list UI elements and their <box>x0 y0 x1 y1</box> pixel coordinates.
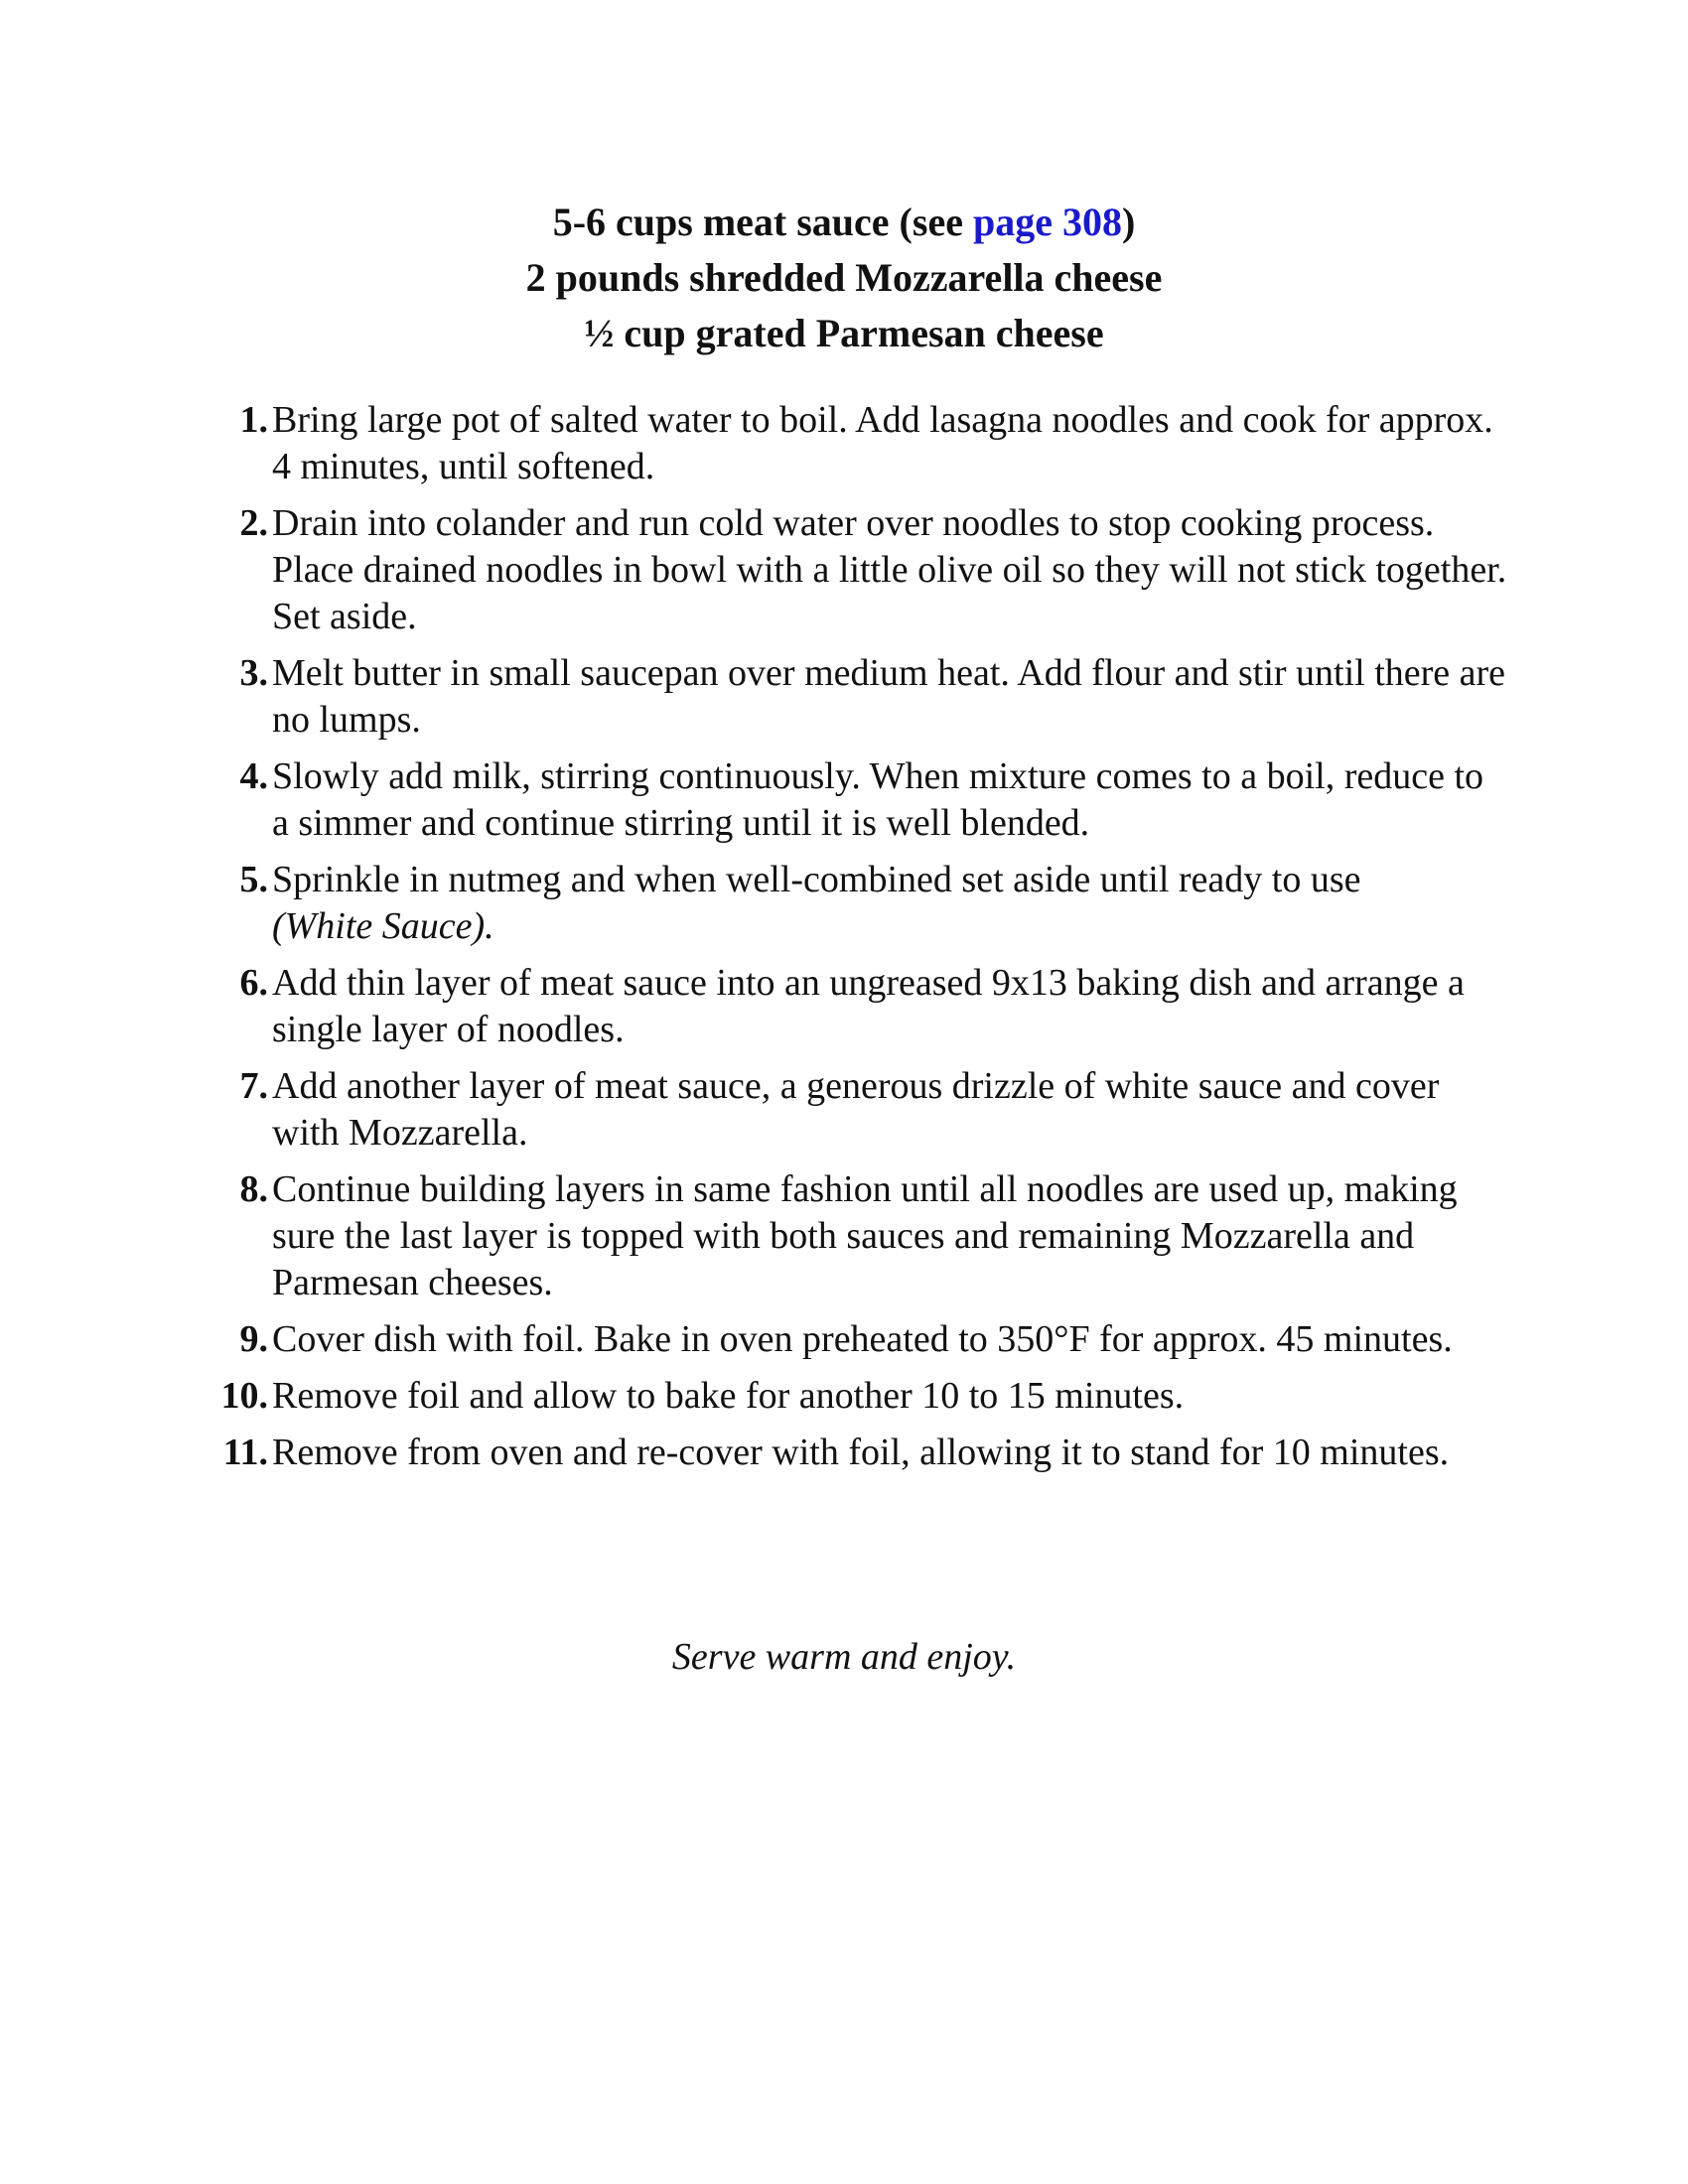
step-number: 11. <box>222 1432 268 1473</box>
step-3 <box>199 650 1509 744</box>
step-text: Remove from oven and re-cover with foil, allowing it to stand for 10 minutes. <box>272 1432 1450 1473</box>
closing-line: Serve warm and enjoy. <box>671 1636 1017 1678</box>
step-5 <box>199 857 1509 950</box>
ingredient-mozzarella: 2 pounds shredded Mozzarella cheese <box>525 255 1163 300</box>
ingredients-list <box>0 195 1688 361</box>
step-2 <box>199 500 1509 640</box>
step-text: Continue building layers in same fashion until all noodles are used up, making sure the last layer is topped with both sauces and remaining Mozzarella and Parmesan cheeses. <box>272 1168 1458 1303</box>
step-number: 8. <box>239 1168 268 1210</box>
ingredient-parmesan: ½ cup grated Parmesan cheese <box>584 311 1104 355</box>
step-text: Slowly add milk, stirring continuously. When mixture comes to a boil, reduce to a simmer and continue stirring until it is well blended. <box>272 755 1484 844</box>
step-number: 6. <box>239 962 268 1004</box>
step-text: Add thin layer of meat sauce into an ungreased 9x13 baking dish and arrange a single layer of noodles. <box>272 962 1465 1050</box>
page-308-link[interactable]: page 308 <box>972 200 1122 244</box>
step-number: 3. <box>239 652 268 694</box>
step-10 <box>199 1373 1509 1420</box>
step-number: 4. <box>239 755 268 797</box>
step-11 <box>199 1430 1509 1476</box>
step-text: Remove foil and allow to bake for another 10 to 15 minutes. <box>272 1375 1185 1417</box>
step-6 <box>199 960 1509 1053</box>
step-number: 1. <box>239 399 268 441</box>
step-8 <box>199 1166 1509 1306</box>
step-text: Bring large pot of salted water to boil. Add lasagna noodles and cook for approx. 4 minutes, until softened. <box>272 399 1493 487</box>
step-text: Add another layer of meat sauce, a generous drizzle of white sauce and cover with Mozzarella. <box>272 1065 1440 1154</box>
step-number: 5. <box>239 859 268 900</box>
step-number: 7. <box>239 1065 268 1107</box>
step-7 <box>199 1063 1509 1157</box>
step-number: 2. <box>239 502 268 544</box>
step-text <box>272 857 1509 950</box>
white-sauce-note: (White Sauce). <box>272 905 494 947</box>
instructions-list <box>199 397 1509 1486</box>
step-9 <box>199 1316 1509 1363</box>
ingredient-meat-sauce: 5-6 cups meat sauce (see page 308) <box>552 200 1136 244</box>
step-number: 9. <box>239 1318 268 1360</box>
step-4 <box>199 753 1509 847</box>
step-text: Cover dish with foil. Bake in oven preheated to 350°F for approx. 45 minutes. <box>272 1318 1453 1360</box>
step-1 <box>199 397 1509 490</box>
step-text: Melt butter in small saucepan over medium heat. Add flour and stir until there are no lumps. <box>272 652 1506 741</box>
step-number: 10. <box>220 1375 268 1417</box>
step-text-main: Sprinkle in nutmeg and when well-combined set aside until ready to use <box>272 859 1361 900</box>
step-text: Drain into colander and run cold water over noodles to stop cooking process. Place drained noodles in bowl with a little olive oil so they will not stick together. Set aside. <box>272 502 1507 637</box>
